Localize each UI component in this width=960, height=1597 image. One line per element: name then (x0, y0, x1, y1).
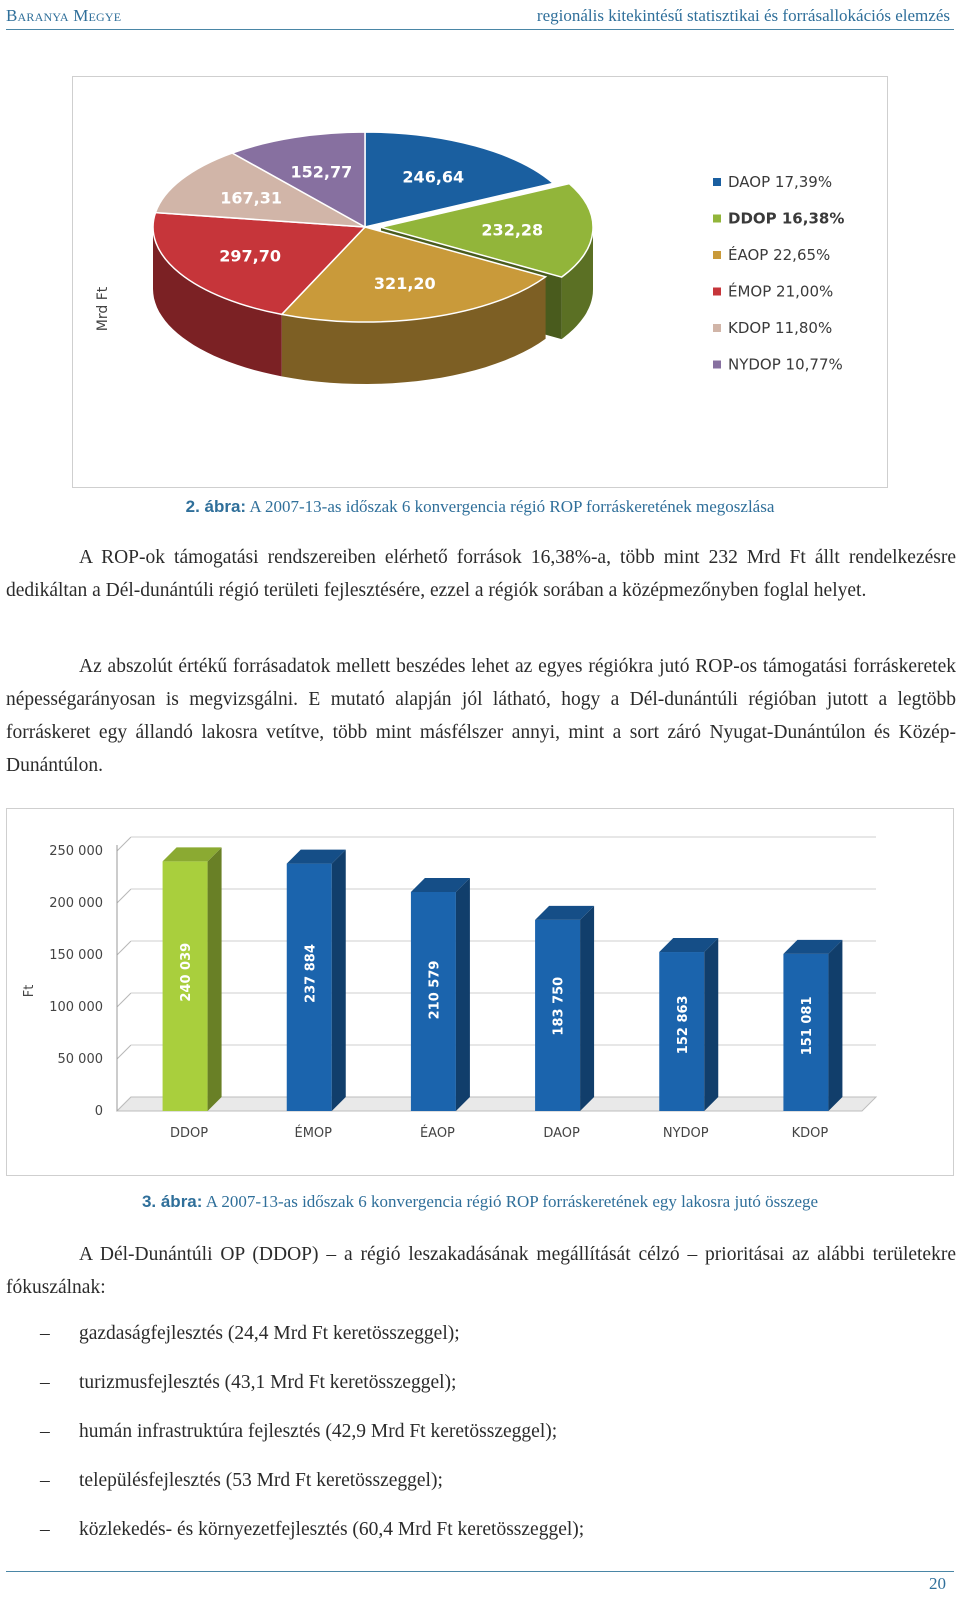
list-item-text: közlekedés- és környezetfejlesztés (60,4 Mrd Ft keretösszeggel); (79, 1519, 585, 1540)
list-item (6, 1369, 946, 1418)
grid-diag (117, 889, 131, 903)
bar-value-label: 151 081 (799, 996, 815, 1056)
list-item-text: humán infrastruktúra fejlesztés (42,9 Mrd Ft keretösszeggel); (79, 1421, 558, 1442)
legend-label: DDOP 16,38% (728, 209, 845, 228)
legend-swatch-nydop (713, 361, 721, 369)
legend-label: KDOP 11,80% (728, 319, 833, 337)
list-dash: – (40, 1372, 50, 1393)
bar-value-label: 152 863 (675, 995, 691, 1055)
list-item-text: turizmusfejlesztés (43,1 Mrd Ft keretösszeggel); (79, 1372, 457, 1393)
caption-text: A 2007-13-as időszak 6 konvergencia régió ROP forráskeretének egy lakosra jutó összege (202, 1192, 819, 1211)
y-tick-label: 100 000 (49, 1000, 103, 1015)
x-tick-label: NYDOP (662, 1126, 709, 1141)
list-item-text: településfejlesztés (53 Mrd Ft keretösszeggel); (79, 1470, 443, 1491)
bar-side (208, 847, 222, 1111)
legend-swatch-éaop (713, 251, 721, 259)
paragraph-2: Az abszolút értékű forrásadatok mellett beszédes lehet az egyes régiókra jutó ROP-os támogatási forráskeretek népességarányosan is megvizsgálni. E mutató alapján jól látható, hogy a Dél-dunántúli régióban jutott a legtöbb forráskeret egy állandó lakosra vetítve, több mint másfélszer annyi, mint a sort záró Nyugat-Dunántúlon és Közép-Dunántúlon. (6, 656, 956, 776)
bar-value-label: 183 750 (551, 976, 567, 1036)
grid-diag (117, 941, 131, 955)
chart-floor (117, 1097, 876, 1111)
grid-diag (117, 993, 131, 1007)
y-tick-label: 200 000 (49, 896, 103, 911)
grid-diag (117, 837, 131, 851)
bar-side (704, 938, 718, 1111)
page-number: 20 (929, 1574, 946, 1593)
bar-chart (7, 809, 952, 1174)
legend-label: DAOP 17,39% (728, 173, 833, 191)
pie-axis-label: Mrd Ft (95, 286, 111, 332)
figure-caption-3 (0, 1192, 960, 1212)
pie-value-label: 152,77 (290, 162, 353, 182)
list-item-text: gazdaságfejlesztés (24,4 Mrd Ft keretösszeggel); (79, 1323, 460, 1344)
bar-side (828, 940, 842, 1111)
x-tick-label: ÉMOP (294, 1126, 333, 1141)
y-tick-label: 0 (94, 1104, 103, 1119)
list-item (6, 1516, 946, 1565)
bar-value-label: 210 579 (427, 960, 443, 1020)
legend-swatch-daop (713, 178, 721, 186)
legend-swatch-ddop (713, 215, 721, 223)
legend-swatch-émop (713, 288, 721, 296)
bar-side (580, 906, 594, 1111)
pie-value-label: 297,70 (219, 246, 281, 266)
pie-value-label: 321,20 (373, 274, 436, 294)
y-tick-label: 250 000 (49, 844, 103, 859)
header-county: Baranya Megye (6, 6, 122, 25)
legend-label: ÉAOP 22,65% (728, 246, 831, 264)
pie-value-label: 232,28 (481, 220, 544, 240)
figure-caption-2 (0, 497, 960, 517)
list-item (6, 1467, 946, 1516)
pie-value-label: 167,31 (220, 188, 282, 208)
x-tick-label: DAOP (543, 1126, 580, 1141)
pie-chart (73, 77, 886, 486)
header-title: regionális kitekintésű statisztikai és forrásallokációs elemzés (536, 6, 950, 25)
legend-label: ÉMOP 21,00% (728, 282, 834, 301)
paragraph-3: A Dél-Dunántúli OP (DDOP) – a régió leszakadásának megállítását célzó – prioritásai az alábbi területekre fókuszálnak: (6, 1244, 956, 1298)
priority-list (6, 1320, 946, 1565)
legend-swatch-kdop (713, 324, 721, 332)
caption-number: 3. ábra: (141, 1192, 203, 1211)
bar-chart-frame (6, 808, 954, 1176)
pie-value-label: 246,64 (402, 167, 465, 187)
page-header (6, 2, 954, 30)
y-tick-label: 150 000 (49, 948, 103, 963)
legend-label: NYDOP 10,77% (728, 355, 843, 374)
list-item (6, 1320, 946, 1369)
list-item (6, 1418, 946, 1467)
bar-value-label: 240 039 (179, 942, 195, 1002)
list-dash: – (40, 1470, 50, 1491)
bar-side (332, 850, 346, 1111)
list-dash: – (40, 1421, 50, 1442)
grid-diag (117, 1045, 131, 1059)
footer-divider (6, 1571, 954, 1572)
caption-number: 2. ábra: (185, 497, 247, 516)
caption-text: A 2007-13-as időszak 6 konvergencia régió ROP forráskeretének megoszlása (246, 497, 775, 516)
y-tick-label: 50 000 (57, 1052, 103, 1067)
bar-axis-label: Ft (22, 984, 37, 998)
x-tick-label: ÉAOP (419, 1126, 455, 1141)
pie-chart-frame (72, 76, 888, 488)
paragraph-1: A ROP-ok támogatási rendszereiben elérhető források 16,38%-a, több mint 232 Mrd Ft állt rendelkezésre dedikáltan a Dél-dunántúli régió területi fejlesztésére, ezzel a régiók sorában a középmezőnyben foglal helyet. (6, 547, 956, 601)
list-dash: – (40, 1323, 50, 1344)
bar-value-label: 237 884 (303, 944, 319, 1003)
bar-side (456, 878, 470, 1111)
x-tick-label: KDOP (791, 1126, 829, 1141)
list-dash: – (40, 1519, 50, 1540)
x-tick-label: DDOP (170, 1126, 209, 1141)
